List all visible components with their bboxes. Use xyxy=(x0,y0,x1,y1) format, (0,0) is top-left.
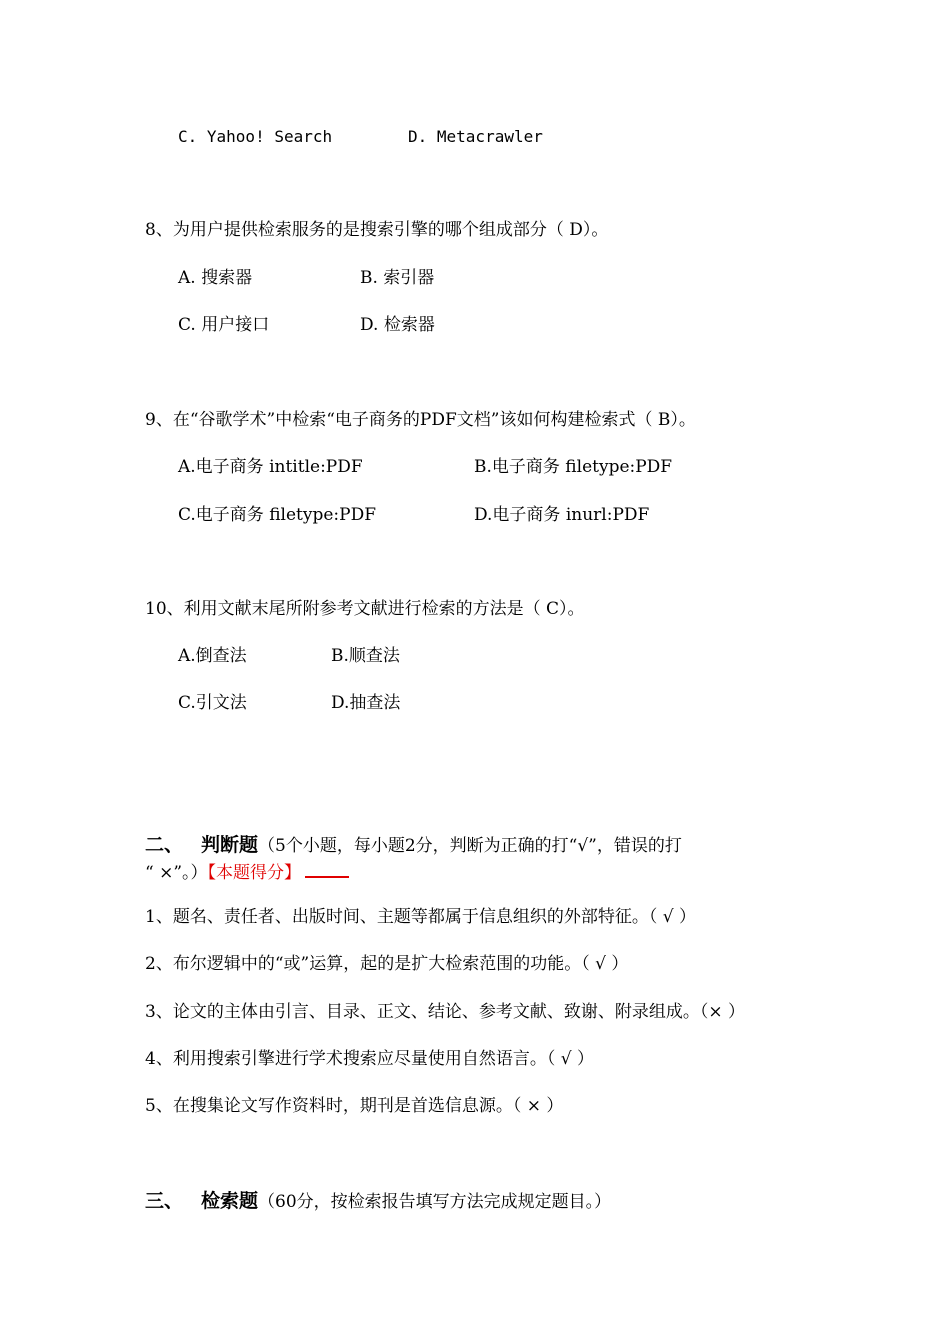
q9-option-a: A.电子商务 intitle:PDF xyxy=(178,457,363,477)
section2-title: 判断题 xyxy=(201,834,259,856)
section2-heading-line2 xyxy=(145,860,349,884)
q7-option-d: D. Metacrawler xyxy=(408,127,543,146)
section3-heading xyxy=(145,1190,611,1213)
q10-option-a: A.倒查法 xyxy=(178,646,247,666)
section2-desc-line1: （5个小题，每小题2分，判断为正确的打“√”，错误的打 xyxy=(258,836,682,856)
section3-desc: （60分，按检索报告填写方法完成规定题目。） xyxy=(258,1192,612,1212)
section3-number: 三、 xyxy=(145,1190,184,1212)
section3-title: 检索题 xyxy=(201,1190,259,1212)
q8-option-c: C. 用户接口 xyxy=(178,315,270,335)
q10-option-d: D.抽查法 xyxy=(331,693,401,713)
section2-desc-line2: “ ×”。） xyxy=(145,863,208,883)
judge-item-4: 4、利用搜索引擎进行学术搜索应尽量使用自然语言。（ √ ） xyxy=(145,1049,594,1069)
judge-item-5: 5、在搜集论文写作资料时，期刊是首选信息源。（ × ） xyxy=(145,1096,564,1116)
judge-item-3: 3、论文的主体由引言、目录、正文、结论、参考文献、致谢、附录组成。（× ） xyxy=(145,1002,745,1022)
judge-item-2: 2、布尔逻辑中的“或”运算，起的是扩大检索范围的功能。（ √ ） xyxy=(145,954,629,974)
section2-score-label: 【本题得分】 xyxy=(207,863,302,883)
section2-heading xyxy=(145,834,682,857)
q8-option-d: D. 检索器 xyxy=(360,315,435,335)
q8-option-a: A. 搜索器 xyxy=(178,268,253,288)
q8-stem: 8、为用户提供检索服务的是搜索引擎的哪个组成部分（ D）。 xyxy=(145,220,609,240)
q10-option-b: B.顺查法 xyxy=(331,646,400,666)
q9-option-b: B.电子商务 filetype:PDF xyxy=(474,457,673,477)
q10-stem: 10、利用文献末尾所附参考文献进行检索的方法是（ C）。 xyxy=(145,599,585,619)
q10-option-c: C.引文法 xyxy=(178,693,247,713)
q8-option-b: B. 索引器 xyxy=(360,268,435,288)
section2-number: 二、 xyxy=(145,834,184,856)
q7-option-c: C. Yahoo! Search xyxy=(178,127,333,146)
q9-option-c: C.电子商务 filetype:PDF xyxy=(178,505,377,525)
section2-score-blank[interactable] xyxy=(305,860,349,878)
q9-stem: 9、在“谷歌学术”中检索“电子商务的PDF文档”该如何构建检索式（ B）。 xyxy=(145,410,696,430)
judge-item-1: 1、题名、责任者、出版时间、主题等都属于信息组织的外部特征。（ √ ） xyxy=(145,907,696,927)
q9-option-d: D.电子商务 inurl:PDF xyxy=(474,505,650,525)
